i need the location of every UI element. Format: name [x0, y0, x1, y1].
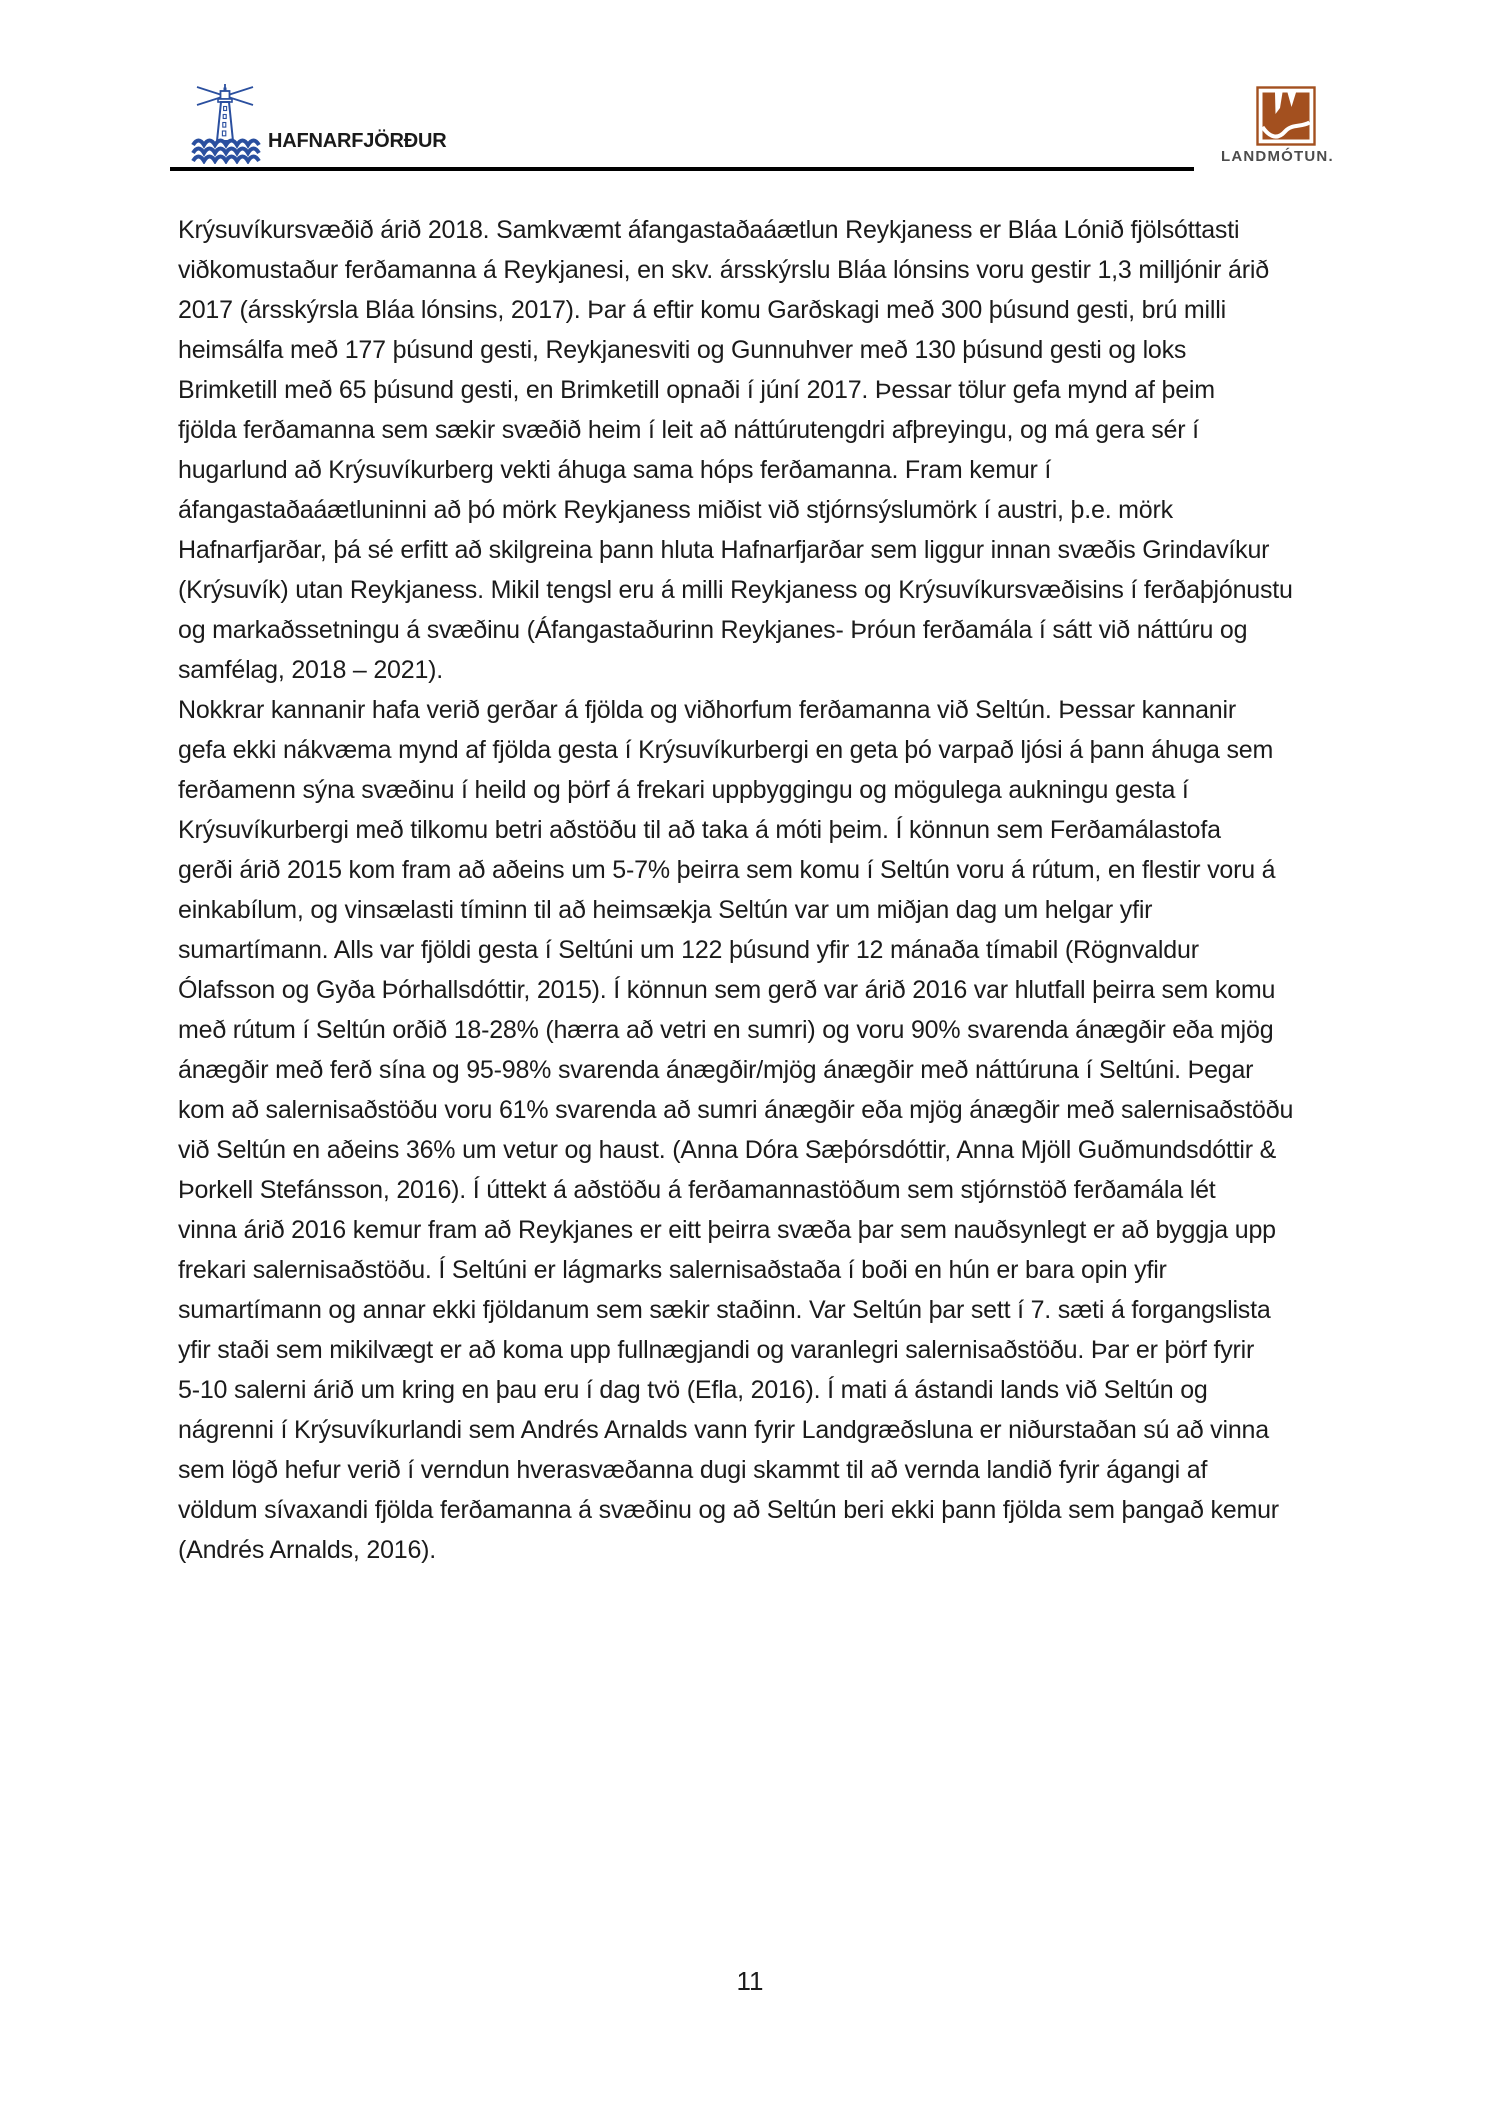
- text-line: heimsálfa með 177 þúsund gesti, Reykjanesviti og Gunnuhver með 130 þúsund gesti og loks: [178, 336, 1187, 364]
- text-line: vinna árið 2016 kemur fram að Reykjanes er eitt þeirra svæða þar sem nauðsynlegt er að byggja upp: [178, 1216, 1276, 1244]
- text-line: Nokkrar kannanir hafa verið gerðar á fjölda og viðhorfum ferðamanna við Seltún. Þessar kannanir: [178, 696, 1236, 724]
- text-line: Þorkell Stefánsson, 2016). Í úttekt á aðstöðu á ferðamannastöðum sem stjórnstöð ferðamála lét: [178, 1176, 1216, 1204]
- lighthouse-icon: [184, 84, 272, 164]
- text-line: yfir staði sem mikilvægt er að koma upp fullnægjandi og varanlegri salernisaðstöðu. Þar er þörf fyrir: [178, 1336, 1255, 1364]
- text-line: einkabílum, og vinsælasti tíminn til að heimsækja Seltún var um miðjan dag um helgar yfir: [178, 896, 1153, 924]
- landmotun-logo-label: LANDMÓTUN.: [1221, 148, 1334, 165]
- text-line: frekari salernisaðstöðu. Í Seltúni er lágmarks salernisaðstaða í boði en hún er bara opin yfir: [178, 1256, 1167, 1284]
- text-line: gerði árið 2015 kom fram að aðeins um 5-7% þeirra sem komu í Seltún voru á rútum, en flestir voru á: [178, 856, 1276, 884]
- text-line: og markaðssetningu á svæðinu (Áfangastaðurinn Reykjanes- Þróun ferðamála í sátt við náttúru og: [178, 616, 1248, 644]
- text-line: Krýsuvíkurbergi með tilkomu betri aðstöðu til að taka á móti þeim. Í könnun sem Ferðamálastofa: [178, 816, 1221, 844]
- text-line: sem lögð hefur verið í verndun hverasvæðanna dugi skammt til að vernda landið fyrir ágangi af: [178, 1456, 1208, 1484]
- text-line: Krýsuvíkursvæðið árið 2018. Samkvæmt áfangastaðaáætlun Reykjaness er Bláa Lónið fjölsóttasti: [178, 216, 1240, 244]
- text-line: kom að salernisaðstöðu voru 61% svarenda að sumri ánægðir eða mjög ánægðir með salernisaðstöðu: [178, 1096, 1294, 1124]
- body-text: [178, 210, 1328, 1570]
- landmotun-logo-icon: [1256, 86, 1316, 146]
- page-number: 11: [736, 1966, 764, 1996]
- text-line: áfangastaðaáætluninni að þó mörk Reykjaness miðist við stjórnsýslumörk í austri, þ.e. mörk: [178, 496, 1173, 524]
- text-line: gefa ekki nákvæma mynd af fjölda gesta í Krýsuvíkurbergi en geta þó varpað ljósi á þann áhuga sem: [178, 736, 1274, 764]
- text-line: með rútum í Seltún orðið 18-28% (hærra að vetri en sumri) og voru 90% svarenda ánægðir eða mjög: [178, 1016, 1274, 1044]
- paragraph: [178, 210, 1328, 690]
- text-line: viðkomustaður ferðamanna á Reykjanesi, en skv. ársskýrslu Bláa lónsins voru gestir 1,3 milljónir árið: [178, 256, 1269, 284]
- paragraph: [178, 690, 1328, 1570]
- text-line: Brimketill með 65 þúsund gesti, en Brimketill opnaði í júní 2017. Þessar tölur gefa mynd af þeim: [178, 376, 1215, 404]
- text-line: ferðamenn sýna svæðinu í heild og þörf á frekari uppbyggingu og mögulega aukningu gesta í: [178, 776, 1189, 804]
- text-line: Ólafsson og Gyða Þórhallsdóttir, 2015). Í könnun sem gerð var árið 2016 var hlutfall þeirra sem komu: [178, 976, 1276, 1004]
- text-line: hugarlund að Krýsuvíkurberg vekti áhuga sama hóps ferðamanna. Fram kemur í: [178, 456, 1052, 484]
- text-line: við Seltún en aðeins 36% um vetur og haust. (Anna Dóra Sæþórsdóttir, Anna Mjöll Guðmundsdóttir &: [178, 1136, 1277, 1164]
- text-line: 5-10 salerni árið um kring en þau eru í dag tvö (Efla, 2016). Í mati á ástandi lands við Seltún og: [178, 1376, 1208, 1404]
- text-line: (Andrés Arnalds, 2016).: [178, 1536, 437, 1564]
- text-line: (Krýsuvík) utan Reykjaness. Mikil tengsl eru á milli Reykjaness og Krýsuvíkursvæðisins í ferðaþjónustu: [178, 576, 1293, 604]
- text-line: völdum sívaxandi fjölda ferðamanna á svæðinu og að Seltún beri ekki þann fjölda sem þangað kemur: [178, 1496, 1279, 1524]
- text-line: samfélag, 2018 – 2021).: [178, 656, 444, 684]
- text-line: fjölda ferðamanna sem sækir svæðið heim í leit að náttúrutengdri afþreyingu, og má gera sér í: [178, 416, 1199, 444]
- text-line: sumartímann og annar ekki fjöldanum sem sækir staðinn. Var Seltún þar sett í 7. sæti á forgangslista: [178, 1296, 1271, 1324]
- text-line: ánægðir með ferð sína og 95-98% svarenda ánægðir/mjög ánægðir með náttúruna í Seltúni. Þegar: [178, 1056, 1254, 1084]
- text-line: 2017 (ársskýrsla Bláa lónsins, 2017). Þar á eftir komu Garðskagi með 300 þúsund gesti, brú milli: [178, 296, 1226, 324]
- text-line: Hafnarfjarðar, þá sé erfitt að skilgreina þann hluta Hafnarfjarðar sem liggur innan svæðis Grindavíkur: [178, 536, 1270, 564]
- header-divider: [170, 167, 1194, 171]
- hafnarfjordur-logo-label: HAFNARFJÖRÐUR: [268, 130, 447, 152]
- text-line: sumartímann. Alls var fjöldi gesta í Seltúni um 122 þúsund yfir 12 mánaða tímabil (Rögnvaldur: [178, 936, 1199, 964]
- text-line: nágrenni í Krýsuvíkurlandi sem Andrés Arnalds vann fyrir Landgræðsluna er niðurstaðan sú að vinna: [178, 1416, 1269, 1444]
